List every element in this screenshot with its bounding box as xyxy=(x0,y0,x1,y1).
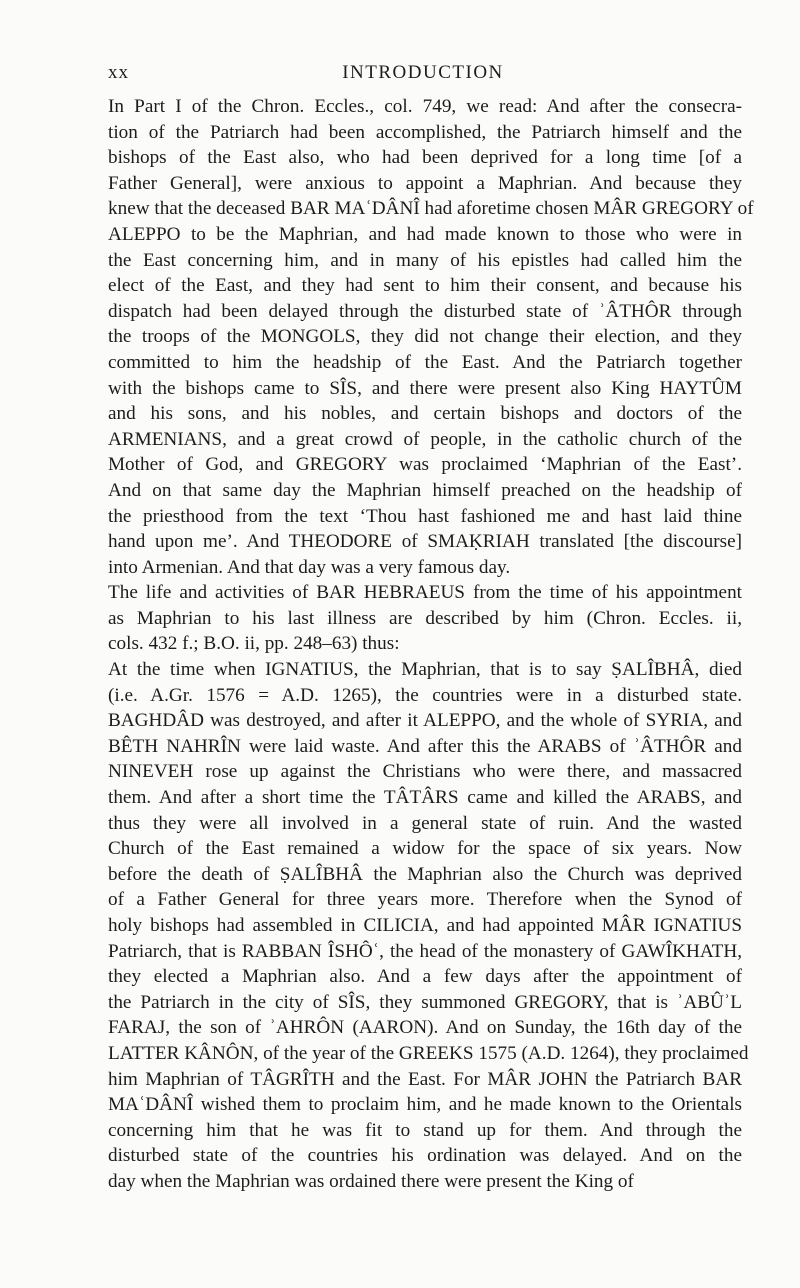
text-line: MAʿDÂNÎ wished them to proclaim him, and he made known to the Orientals xyxy=(108,1094,742,1116)
text-line: disturbed state of the countries his ordination was delayed. And on the xyxy=(108,1145,742,1167)
text-line: (i.e. A.Gr. 1576 = A.D. 1265), the countries were in a disturbed state. xyxy=(108,684,742,706)
text-line: of a Father General for three years more. Therefore when the Synod of xyxy=(108,889,742,911)
text-line: ALEPPO to be the Maphrian, and had made known to those who were in xyxy=(108,223,742,245)
text-line: they elected a Maphrian also. And a few days after the appointment of xyxy=(108,966,742,988)
text-line: and his sons, and his nobles, and certain bishops and doctors of the xyxy=(108,403,742,425)
text-line: Father General], were anxious to appoint a Maphrian. And because they xyxy=(108,172,742,194)
text-line: Mother of God, and GREGORY was proclaimed ‘Maphrian of the East’. xyxy=(108,454,742,476)
body-text xyxy=(108,94,754,1195)
text-line: cols. 432 f.; B.O. ii, pp. 248–63) thus: xyxy=(108,633,400,655)
text-line: dispatch had been delayed through the disturbed state of ʾÂTHÔR through xyxy=(108,300,742,322)
text-line: The life and activities of BAR HEBRAEUS from the time of his appointment xyxy=(108,582,742,604)
page-number: xx xyxy=(108,62,129,83)
text-line: BAGHDÂD was destroyed, and after it ALEPPO, and the whole of SYRIA, and xyxy=(108,710,742,732)
text-line: FARAJ, the son of ʾAHRÔN (AARON). And on Sunday, the 16th day of the xyxy=(108,1017,742,1039)
text-line: with the bishops came to SÎS, and there were present also King HAYTÛM xyxy=(108,377,742,399)
text-line: them. And after a short time the TÂTÂRS came and killed the ARABS, and xyxy=(108,787,742,809)
text-line: elect of the East, and they had sent to him their consent, and because his xyxy=(108,275,742,297)
text-line: the troops of the MONGOLS, they did not change their election, and they xyxy=(108,326,742,348)
text-line: ARMENIANS, and a great crowd of people, in the catholic church of the xyxy=(108,428,742,450)
text-line: him Maphrian of TÂGRÎTH and the East. For MÂR JOHN the Patriarch BAR xyxy=(108,1068,742,1090)
text-line: At the time when IGNATIUS, the Maphrian, that is to say ṢALÎBHÂ, died xyxy=(108,659,742,681)
text-line: LATTER KÂNÔN, of the year of the GREEKS 1575 (A.D. 1264), they proclaimed xyxy=(108,1042,749,1064)
text-line: before the death of ṢALÎBHÂ the Maphrian also the Church was deprived xyxy=(108,863,742,885)
text-line: hand upon me’. And THEODORE of SMAḲRIAH translated [the discourse] xyxy=(108,531,742,553)
text-line: BÊTH NAHRÎN were laid waste. And after this the ARABS of ʾÂTHÔR and xyxy=(108,735,742,757)
text-line: Patriarch, that is RABBAN ÎSHÔʿ, the head of the monastery of GAWÎKHATH, xyxy=(108,940,742,962)
text-line: In Part I of the Chron. Eccles., col. 749, we read: And after the consecra- xyxy=(108,96,742,117)
text-line: day when the Maphrian was ordained there were present the King of xyxy=(108,1170,634,1192)
running-head: INTRODUCTION xyxy=(342,62,504,83)
text-line: the Patriarch in the city of SÎS, they summoned GREGORY, that is ʾABÛʾL xyxy=(108,991,742,1013)
text-line: bishops of the East also, who had been deprived for a long time [of a xyxy=(108,147,742,169)
text-line: the East concerning him, and in many of his epistles had called him the xyxy=(108,249,742,271)
text-line: concerning him that he was fit to stand up for them. And through the xyxy=(108,1119,742,1141)
text-line: committed to him the headship of the East. And the Patriarch together xyxy=(108,351,742,373)
text-line: into Armenian. And that day was a very famous day. xyxy=(108,556,511,578)
text-line: Church of the East remained a widow for the space of six years. Now xyxy=(108,838,742,860)
text-line: tion of the Patriarch had been accomplished, the Patriarch himself and the xyxy=(108,121,742,143)
page-header xyxy=(108,62,738,92)
text-line: And on that same day the Maphrian himself preached on the headship of xyxy=(108,479,742,501)
text-line: NINEVEH rose up against the Christians who were there, and massacred xyxy=(108,761,742,783)
text-line: thus they were all involved in a general state of ruin. And the wasted xyxy=(108,812,742,834)
text-line: the priesthood from the text ‘Thou hast fashioned me and hast laid thine xyxy=(108,505,742,527)
text-line: knew that the deceased BAR MAʿDÂNÎ had aforetime chosen MÂR GREGORY of xyxy=(108,198,754,220)
text-line: holy bishops had assembled in CILICIA, and had appointed MÂR IGNATIUS xyxy=(108,915,742,936)
text-line: as Maphrian to his last illness are described by him (Chron. Eccles. ii, xyxy=(108,607,742,629)
